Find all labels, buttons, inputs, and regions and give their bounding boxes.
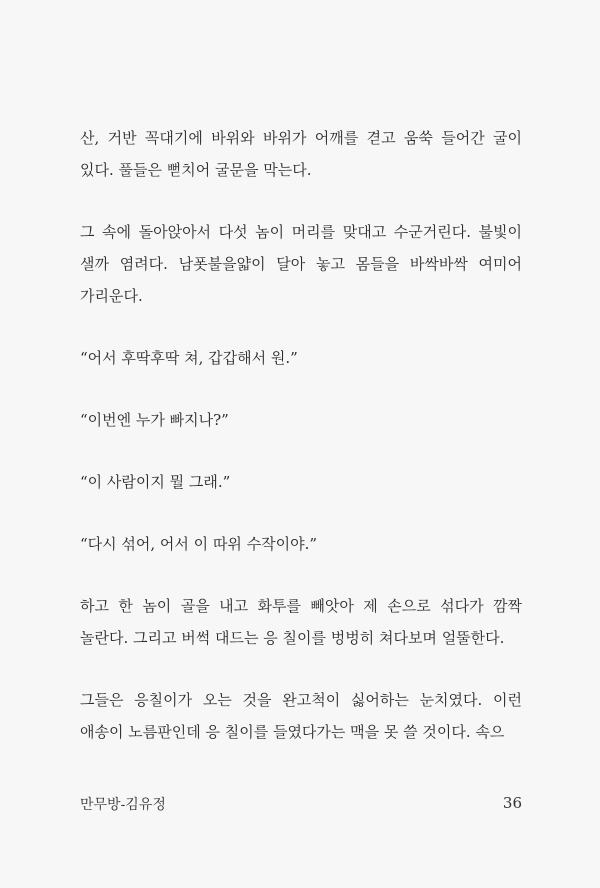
- paragraph: 그 속에 돌아앉아서 다섯 놈이 머리를 맞대고 수군거린다. 불빛이 샐까 염려다. 남폿불을얇이 달아 놓고 몸들을 바싹바싹 여미어 가리운다.: [80, 223, 522, 305]
- dialogue-line: “어서 후딱후딱 쳐, 갑갑해서 원.”: [80, 349, 298, 367]
- paragraph: 산, 거반 꼭대기에 바위와 바위가 어깨를 겯고 움쑥 들어간 굴이 있다. 풀들은 뻗치어 굴문을 막는다.: [80, 129, 522, 179]
- paragraph: 그들은 응칠이가 오는 것을 완고척이 싫어하는 눈치였다. 이런 애송이 노름판인데 응 칠이를 들였다가는 맥을 못 쓸 것이다. 속으: [80, 691, 522, 741]
- page-number: 36: [502, 794, 522, 812]
- dialogue-line: “다시 섞어, 어서 이 따위 수작이야.”: [80, 535, 318, 553]
- paragraph: 하고 한 놈이 골을 내고 화투를 빼앗아 제 손으로 섞다가 깜짝 놀란다. 그리고 버썩 대드는 응 칠이를 벙벙히 쳐다보며 얼뚤한다.: [80, 597, 522, 647]
- dialogue-line: “이 사람이지 뭘 그래.”: [80, 473, 231, 491]
- dialogue-line: “이번엔 누가 빠지나?”: [80, 411, 229, 429]
- body-text: [80, 122, 522, 778]
- running-title: 만무방-김유정: [80, 797, 166, 813]
